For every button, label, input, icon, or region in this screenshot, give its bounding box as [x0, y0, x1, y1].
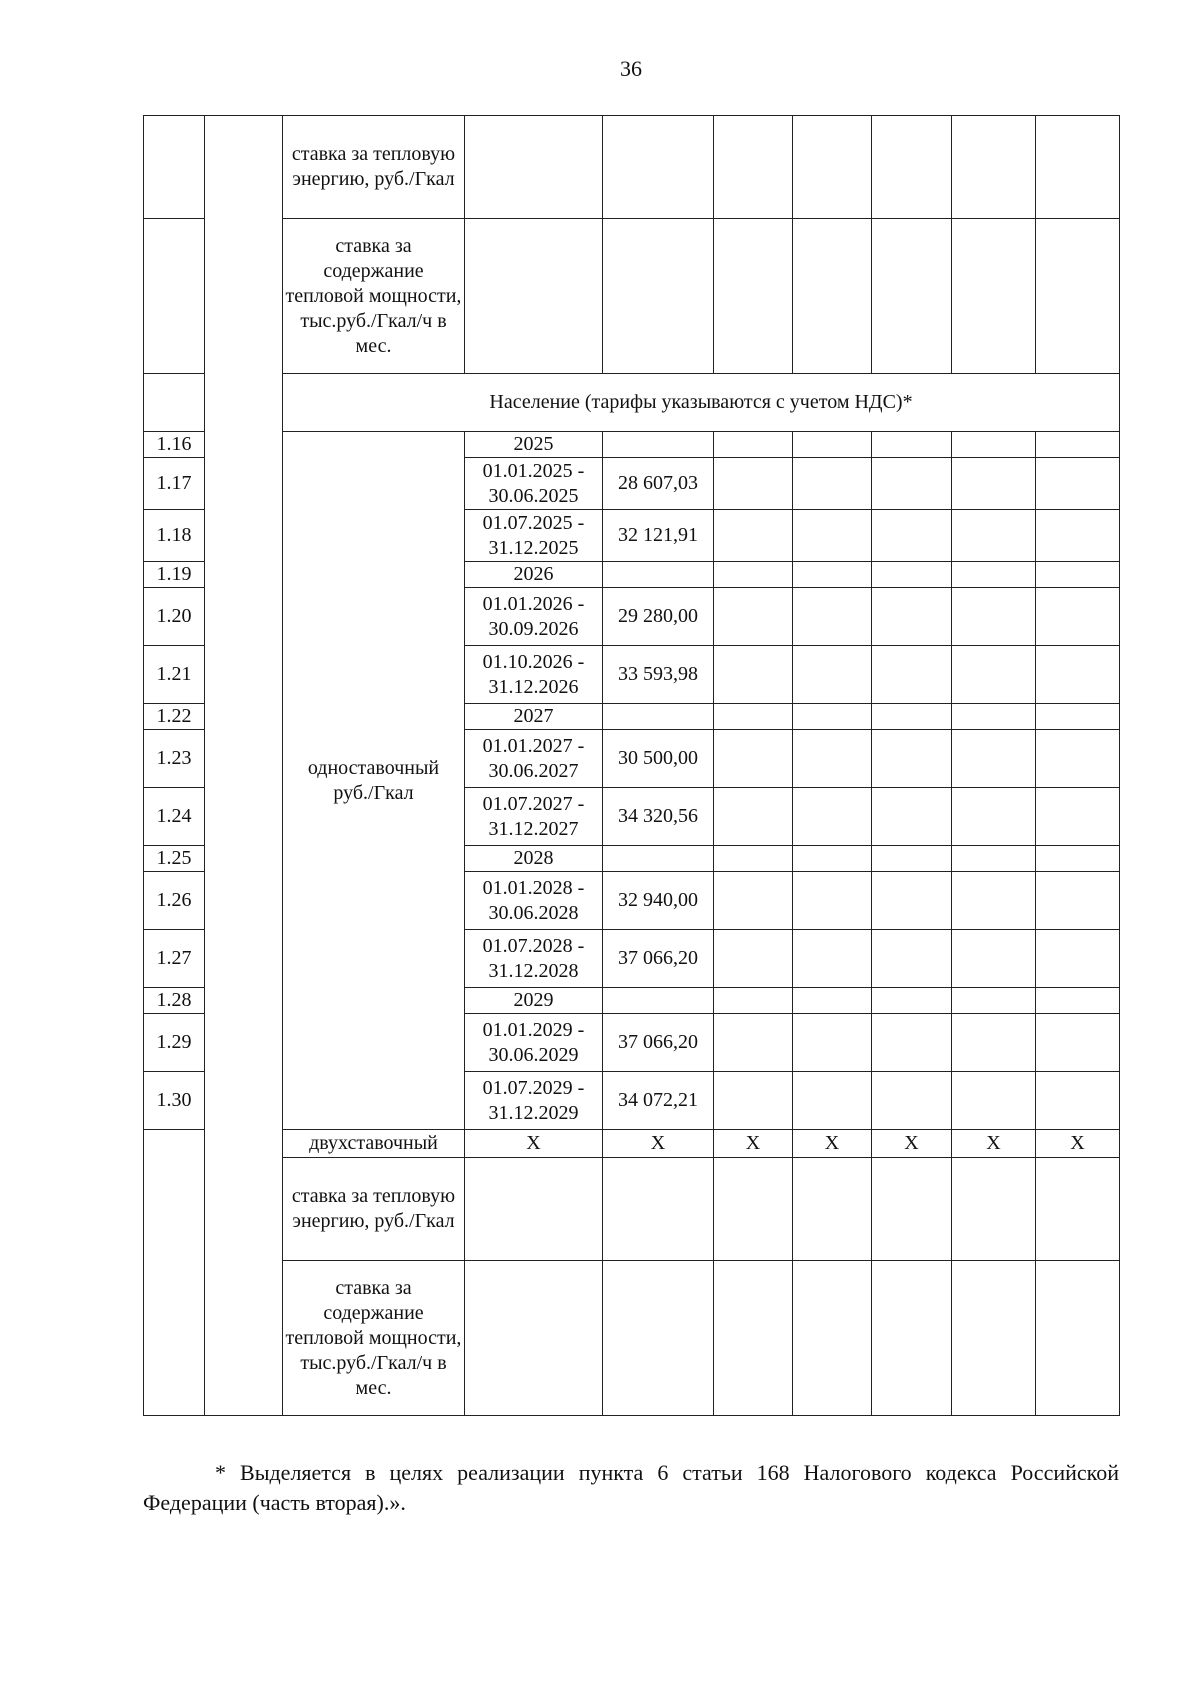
num-cell: [144, 1130, 205, 1416]
empty-cell: [872, 458, 952, 510]
num-cell: [144, 116, 205, 219]
empty-cell: [714, 846, 793, 872]
table-row: [144, 432, 1120, 458]
empty-cell: [1036, 872, 1120, 930]
empty-cell: [793, 1072, 872, 1130]
rate-label-cell: ставка за содержание тепловой мощности, тыс.руб./Гкал/ч в мес.: [283, 1261, 465, 1416]
empty-cell: [603, 1261, 714, 1416]
empty-cell: [793, 872, 872, 930]
x-mark: X: [465, 1130, 603, 1158]
empty-cell: [952, 846, 1036, 872]
empty-cell: [1036, 704, 1120, 730]
empty-cell: [1036, 510, 1120, 562]
empty-cell: [1036, 432, 1120, 458]
x-mark: X: [714, 1130, 793, 1158]
empty-cell: [872, 846, 952, 872]
empty-cell: [872, 788, 952, 846]
empty-cell: [872, 930, 952, 988]
empty-cell: [793, 432, 872, 458]
tariff-value: [603, 988, 714, 1014]
tariff-value: 34 072,21: [603, 1072, 714, 1130]
empty-cell: [952, 1261, 1036, 1416]
table-row: [144, 1158, 1120, 1261]
empty-cell: [714, 458, 793, 510]
tariff-value: [603, 704, 714, 730]
empty-cell: [1036, 930, 1120, 988]
empty-cell: [872, 1158, 952, 1261]
table-row: [144, 219, 1120, 374]
rate-label-cell: ставка за содержание тепловой мощности, тыс.руб./Гкал/ч в мес.: [283, 219, 465, 374]
empty-cell: [793, 562, 872, 588]
num-cell: [144, 374, 205, 432]
tariff-value: 30 500,00: [603, 730, 714, 788]
empty-cell: [1036, 1158, 1120, 1261]
empty-cell: [714, 788, 793, 846]
rate-label-cell: ставка за тепловую энергию, руб./Гкал: [283, 116, 465, 219]
empty-cell: [793, 930, 872, 988]
period-cell: 01.07.2025 - 31.12.2025: [465, 510, 603, 562]
tariff-value: 37 066,20: [603, 930, 714, 988]
period-cell: 01.07.2028 - 31.12.2028: [465, 930, 603, 988]
empty-cell: [714, 562, 793, 588]
tariff-value: [603, 432, 714, 458]
empty-cell: [793, 704, 872, 730]
period-cell: 01.01.2026 - 30.09.2026: [465, 588, 603, 646]
empty-cell: [714, 646, 793, 704]
empty-cell: [872, 1261, 952, 1416]
row-number: 1.17: [144, 458, 205, 510]
empty-cell: [872, 872, 952, 930]
empty-cell: [714, 988, 793, 1014]
empty-cell: [872, 510, 952, 562]
empty-cell: [1036, 588, 1120, 646]
empty-cell: [714, 872, 793, 930]
empty-cell: [872, 1072, 952, 1130]
year-cell: 2029: [465, 988, 603, 1014]
tariff-value: [603, 846, 714, 872]
num-cell: [144, 219, 205, 374]
empty-cell: [952, 562, 1036, 588]
empty-cell: [1036, 846, 1120, 872]
table-row: [144, 1261, 1120, 1416]
x-mark: X: [1036, 1130, 1120, 1158]
row-number: 1.30: [144, 1072, 205, 1130]
empty-cell: [1036, 988, 1120, 1014]
empty-cell: [714, 588, 793, 646]
empty-cell: [952, 646, 1036, 704]
tariff-value: [603, 562, 714, 588]
row-number: 1.16: [144, 432, 205, 458]
x-mark: X: [603, 1130, 714, 1158]
x-mark: X: [872, 1130, 952, 1158]
tariff-value: 34 320,56: [603, 788, 714, 846]
empty-cell: [793, 788, 872, 846]
empty-cell: [714, 730, 793, 788]
period-cell: 01.01.2028 - 30.06.2028: [465, 872, 603, 930]
empty-cell: [714, 1072, 793, 1130]
row-number: 1.26: [144, 872, 205, 930]
empty-cell: [952, 432, 1036, 458]
tariff-value: 32 121,91: [603, 510, 714, 562]
empty-cell: [872, 730, 952, 788]
section-header: Население (тарифы указываются с учетом НДС)*: [283, 374, 1120, 432]
table-row: [144, 374, 1120, 432]
empty-cell: [714, 704, 793, 730]
x-mark: X: [793, 1130, 872, 1158]
period-cell: 01.07.2027 - 31.12.2027: [465, 788, 603, 846]
row-number: 1.19: [144, 562, 205, 588]
empty-cell: [793, 1158, 872, 1261]
footnote-text: * Выделяется в целях реализации пункта 6 статьи 168 Налогового кодекса Российской Федерации (часть вторая).».: [143, 1460, 1119, 1515]
empty-cell: [465, 1261, 603, 1416]
empty-cell: [793, 1261, 872, 1416]
row-number: 1.27: [144, 930, 205, 988]
two-rate-label: двухставочный: [283, 1130, 465, 1158]
tariff-value: 32 940,00: [603, 872, 714, 930]
rate-label-cell: ставка за тепловую энергию, руб./Гкал: [283, 1158, 465, 1261]
empty-cell: [793, 510, 872, 562]
row-number: 1.25: [144, 846, 205, 872]
empty-cell: [952, 872, 1036, 930]
empty-cell: [952, 1072, 1036, 1130]
empty-cell: [714, 1014, 793, 1072]
empty-cell: [952, 988, 1036, 1014]
year-cell: 2026: [465, 562, 603, 588]
empty-cell: [952, 510, 1036, 562]
tariff-value: 29 280,00: [603, 588, 714, 646]
empty-cell: [952, 1158, 1036, 1261]
single-rate-label: одноставочный руб./Гкал: [283, 432, 465, 1130]
empty-cell: [872, 988, 952, 1014]
empty-cell: [952, 930, 1036, 988]
empty-cell: [793, 988, 872, 1014]
period-cell: 01.01.2029 - 30.06.2029: [465, 1014, 603, 1072]
empty-cell: [793, 730, 872, 788]
row-number: 1.18: [144, 510, 205, 562]
empty-cell: [952, 704, 1036, 730]
empty-cell: [872, 646, 952, 704]
page-number: 36: [620, 56, 642, 81]
empty-cell: [793, 846, 872, 872]
row-number: 1.29: [144, 1014, 205, 1072]
empty-cell: [1036, 1072, 1120, 1130]
empty-cell: [952, 1014, 1036, 1072]
table-row: [144, 1130, 1120, 1158]
tariff-value: 28 607,03: [603, 458, 714, 510]
row-number: 1.22: [144, 704, 205, 730]
empty-cell: [1036, 562, 1120, 588]
empty-cell: [714, 510, 793, 562]
empty-cell: [793, 1014, 872, 1072]
empty-cell: [465, 1158, 603, 1261]
empty-cell: [872, 432, 952, 458]
empty-cell: [1036, 730, 1120, 788]
empty-cell: [872, 588, 952, 646]
row-number: 1.21: [144, 646, 205, 704]
year-cell: 2027: [465, 704, 603, 730]
empty-cell: [872, 1014, 952, 1072]
empty-cell: [603, 1158, 714, 1261]
empty-cell: [952, 458, 1036, 510]
empty-cell: [1036, 646, 1120, 704]
year-cell: 2028: [465, 846, 603, 872]
period-cell: 01.01.2027 - 30.06.2027: [465, 730, 603, 788]
x-mark: X: [952, 1130, 1036, 1158]
empty-cell: [952, 730, 1036, 788]
row-number: 1.23: [144, 730, 205, 788]
tariff-value: 33 593,98: [603, 646, 714, 704]
empty-cell: [952, 788, 1036, 846]
period-cell: 01.07.2029 - 31.12.2029: [465, 1072, 603, 1130]
period-cell: 01.01.2025 - 30.06.2025: [465, 458, 603, 510]
footnote: [143, 1458, 1119, 1518]
empty-cell: [952, 588, 1036, 646]
row-number: 1.20: [144, 588, 205, 646]
empty-cell: [1036, 1261, 1120, 1416]
row-number: 1.24: [144, 788, 205, 846]
empty-cell: [714, 1261, 793, 1416]
empty-cell: [872, 562, 952, 588]
year-cell: 2025: [465, 432, 603, 458]
empty-cell: [1036, 1014, 1120, 1072]
empty-cell: [872, 704, 952, 730]
tariff-value: 37 066,20: [603, 1014, 714, 1072]
empty-cell: [1036, 788, 1120, 846]
tariff-table: [143, 115, 1120, 1416]
table-row: [144, 116, 1120, 219]
empty-cell: [1036, 458, 1120, 510]
group-cell: [205, 116, 283, 1416]
row-number: 1.28: [144, 988, 205, 1014]
empty-cell: [793, 588, 872, 646]
empty-cell: [793, 458, 872, 510]
empty-cell: [714, 1158, 793, 1261]
period-cell: 01.10.2026 - 31.12.2026: [465, 646, 603, 704]
empty-cell: [714, 432, 793, 458]
empty-cell: [793, 646, 872, 704]
empty-cell: [714, 930, 793, 988]
